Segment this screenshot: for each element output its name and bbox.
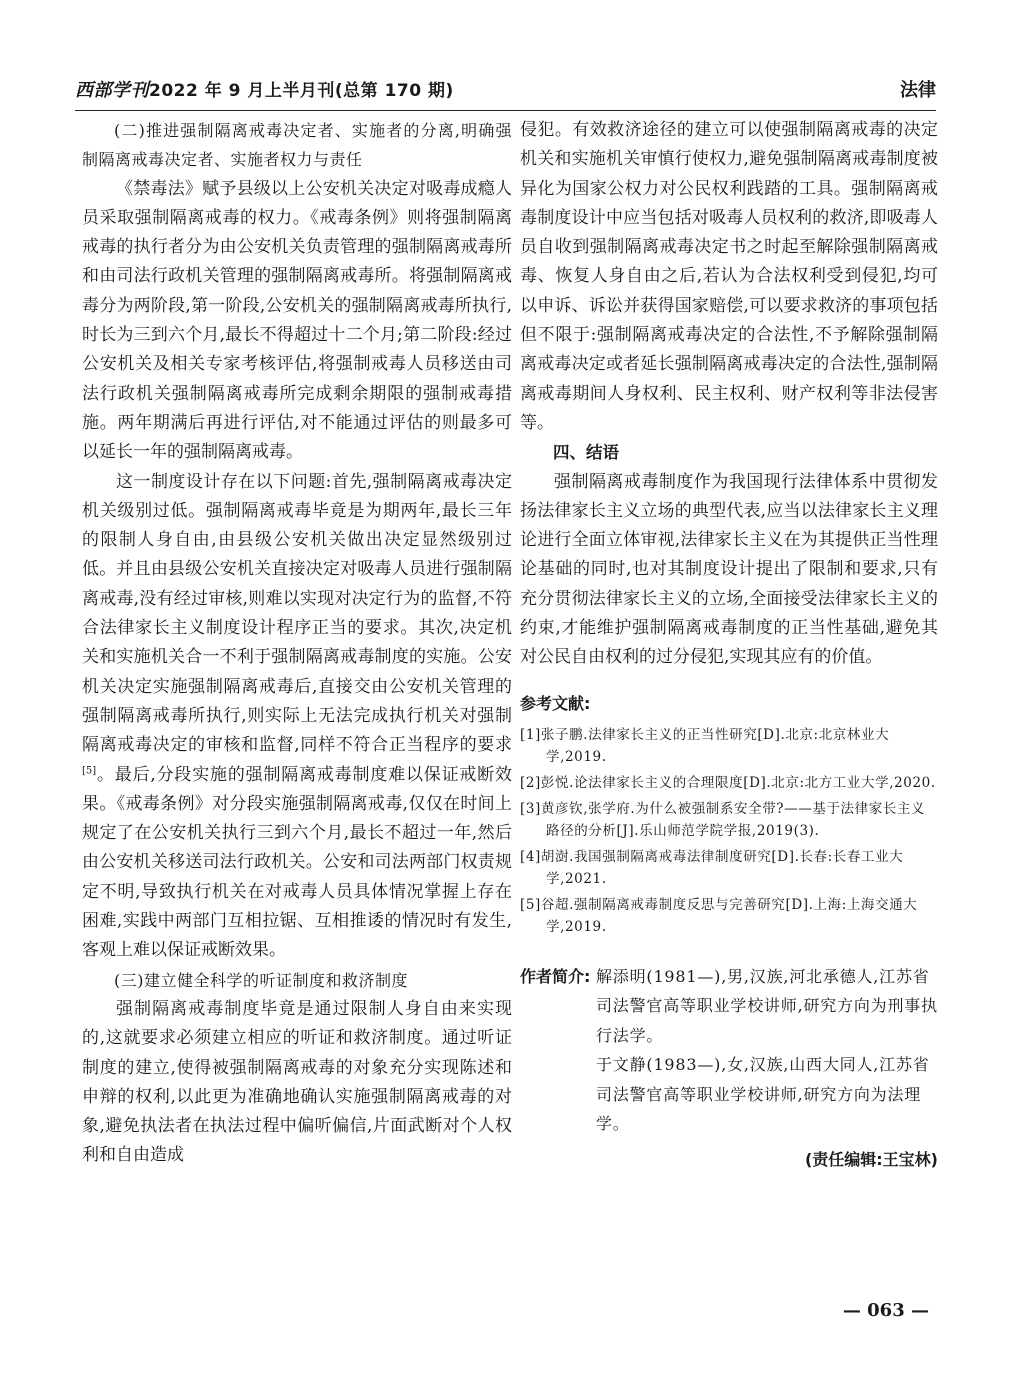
paragraph: 《禁毒法》赋予县级以上公安机关决定对吸毒成瘾人员采取强制隔离戒毒的权力。《戒毒条例》则将强制隔离戒毒的执行者分为由公安机关负责管理的强制隔离戒毒所和由司法行政机关管理的强制隔离戒毒所。将强制隔离戒毒分为两阶段,第一阶段,公安机关的强制隔离戒毒所执行,时长为三到六个月,最长不得超过十二个月;第二阶段:经过公安机关及相关专家考核评估,将强制戒毒人员移送由司法行政机关强制隔离戒毒所完成剩余期限的强制戒毒措施。两年期满后再进行评估,对不能通过评估的则最多可以延长一年的强制隔离戒毒。 bbox=[82, 178, 512, 463]
section-heading: 四、结语 bbox=[553, 443, 619, 463]
paragraph: 强制隔离戒毒制度毕竟是通过限制人身自由来实现的,这就要求必须建立相应的听证和救济制度。通过听证制度的建立,使得被强制隔离戒毒的对象充分实现陈述和申辩的权利,以此更为准确地确认实施强制隔离戒毒的对象,避免执法者在执法过程中偏听偏信,片面武断对个人权利和自由造成 bbox=[82, 998, 512, 1166]
page-number: — 063 — bbox=[842, 1300, 929, 1321]
paragraph-text: 这一制度设计存在以下问题:首先,强制隔离戒毒决定机关级别过低。强制隔离戒毒毕竟是为期两年,最长三年的限制人身自由,由县级公安机关做出决定显然级别过低。并且由县级公安机关直接决定对吸毒人员进行强制隔离戒毒,没有经过审核,则难以实现对决定行为的监督,不符合法律家长主义制度设计程序正当的要求。其次,决定机关和实施机关合一不利于强制隔离戒毒制度的实施。公安机关决定实施强制隔离戒毒后,直接交由公安机关管理的强制隔离戒毒所执行,则实际上无法完成执行机关对强制隔离戒毒决定的审核和监督,同样不符合正当程序的要求 bbox=[82, 471, 512, 756]
reference-item: [3]黄彦钦,张学府.为什么被强制系安全带?——基于法律家长主义路径的分析[J].乐山师范学院学报,2019(3). bbox=[520, 800, 926, 839]
citation-marker: [5] bbox=[82, 764, 97, 776]
journal-logo: 西部学刊 bbox=[75, 80, 149, 101]
section-label: 法律 bbox=[900, 80, 936, 101]
right-column bbox=[520, 116, 938, 1174]
subsection-title-3: (三)建立健全科学的听证制度和救济制度 bbox=[114, 970, 408, 990]
paragraph: 侵犯。有效救济途径的建立可以使强制隔离戒毒的决定机关和实施机关审慎行使权力,避免强制隔离戒毒制度被异化为国家公权力对公民权利践踏的工具。强制隔离戒毒制度设计中应当包括对吸毒人员权利的救济,即吸毒人员自收到强制隔离戒毒决定书之时起至解除强制隔离戒毒、恢复人身自由之后,若认为合法权利受到侵犯,均可以申诉、诉讼并获得国家赔偿,可以要求救济的事项包括但不限于:强制隔离戒毒决定的合法性,不予解除强制隔离戒毒决定或者延长强制隔离戒毒决定的合法性,强制隔离戒毒期间人身权利、民主权利、财产权利等非法侵害等。 bbox=[520, 120, 938, 433]
author-label: 作者简介: bbox=[520, 966, 591, 986]
paragraph bbox=[82, 468, 512, 966]
reference-item: [4]胡澍.我国强制隔离戒毒法律制度研究[D].长春:长春工业大学,2021. bbox=[520, 848, 904, 887]
author-info bbox=[520, 962, 938, 1139]
paragraph-text: 。最后,分段实施的强制隔离戒毒制度难以保证戒断效果。《戒毒条例》对分段实施强制隔离戒毒,仅仅在时间上规定了在公安机关执行三到六个月,最长不超过一年,然后由公安机关移送司法行政机关。公安和司法两部门权责规定不明,导致执行机关在对戒毒人员具体情况掌握上存在困难,实践中两部门互相拉锯、互相推诿的情况时有发生,客观上难以保证戒断效果。 bbox=[82, 764, 512, 961]
author-bio: 解添明(1981—),男,汉族,河北承德人,江苏省司法警官高等职业学校讲师,研究方向为刑事执行法学。 bbox=[596, 966, 938, 1045]
references-title: 参考文献: bbox=[520, 693, 591, 713]
subsection-title-2: (二)推进强制隔离戒毒决定者、实施者的分离,明确强制隔离戒毒决定者、实施者权力与责任 bbox=[82, 121, 512, 170]
reference-item: [5]谷超.强制隔离戒毒制度反思与完善研究[D].上海:上海交通大学,2019. bbox=[520, 896, 918, 935]
issue-info: 2022 年 9 月上半月刊(总第 170 期) bbox=[149, 81, 454, 101]
reference-item: [1]张子鹏.法律家长主义的正当性研究[D].北京:北京林业大学,2019. bbox=[520, 726, 890, 765]
left-column bbox=[82, 116, 512, 1171]
reference-item: [2]彭悦.论法律家长主义的合理限度[D].北京:北方工业大学,2020. bbox=[520, 774, 936, 791]
paragraph: 强制隔离戒毒制度作为我国现行法律体系中贯彻发扬法律家长主义立场的典型代表,应当以法律家长主义理论进行全面立体审视,法律家长主义在为其提供正当性理论基础的同时,也对其制度设计提出了限制和要求,只有充分贯彻法律家长主义的立场,全面接受法律家长主义的约束,才能维护强制隔离戒毒制度的正当性基础,避免其对公民自由权利的过分侵犯,实现其应有的价值。 bbox=[520, 471, 938, 668]
responsible-editor: (责任编辑:王宝林) bbox=[804, 1149, 938, 1169]
journal-title bbox=[75, 76, 454, 102]
running-header bbox=[75, 70, 936, 111]
author-bio: 于文静(1983—),女,汉族,山西大同人,江苏省司法警官高等职业学校讲师,研究方向为法理学。 bbox=[596, 1055, 930, 1134]
